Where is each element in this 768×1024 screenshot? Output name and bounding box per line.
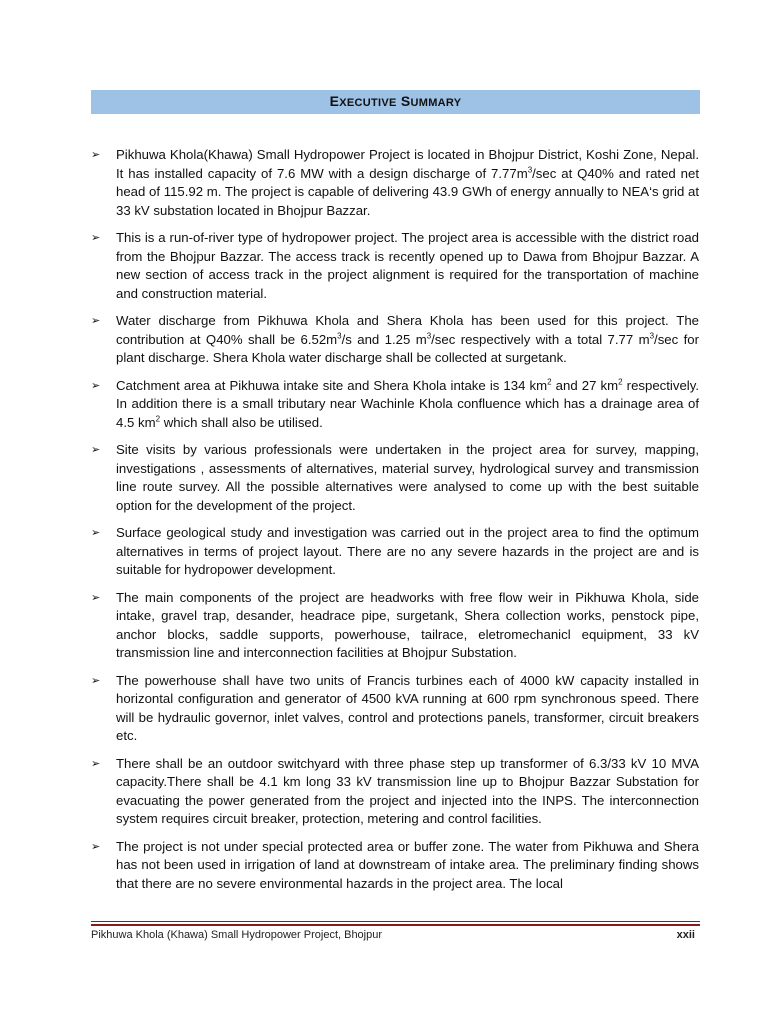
bullet-item-switchyard	[91, 755, 699, 829]
bullet-item-site-visits	[91, 441, 699, 515]
section-heading	[91, 93, 700, 109]
bullet-text: The project is not under special protected area or buffer zone. The water from Pikhuwa and Shera has not been used in irrigation of land at downstream of intake area. The preliminary finding shows that there are no severe environmental hazards in the project area. The local	[116, 838, 699, 891]
heading-initial-1: E	[329, 93, 340, 109]
arrow-bullet-icon: ➢	[91, 379, 101, 392]
bullet-text: The powerhouse shall have two units of Francis turbines each of 4000 kW capacity installed in horizontal configuration and generator of 4500 kVA running at 600 rpm synchronous speed. There will be hydraulic governor, inlet valves, control and protections panels, transformer, circuit breakers etc.	[116, 672, 699, 743]
arrow-bullet-icon: ➢	[91, 149, 101, 161]
bullet-item-components	[91, 589, 699, 663]
arrow-bullet-icon: ➢	[91, 527, 101, 539]
bullet-item-project-type	[91, 229, 699, 303]
bullet-text: Catchment area at Pikhuwa intake site and Shera Khola intake is 134 $km^2$ and 27 $km^2$ respectively. In addition there is a small tributary near Wachinle Khola confluence which has a drainage area of 4.5 $km^2$ which shall also be utilised.	[116, 377, 699, 430]
bullet-item-powerhouse	[91, 672, 699, 746]
heading-rest-1: XECUTIVE	[339, 97, 397, 109]
footer-title: Pikhuwa Khola (Khawa) Small Hydropower Project, Bhojpur	[91, 929, 383, 941]
summary-bullet-list	[91, 146, 699, 902]
footer-divider	[91, 921, 700, 922]
arrow-bullet-icon: ➢	[91, 232, 101, 244]
bullet-text: This is a run-of-river type of hydropower project. The project area is accessible with the district road from the Bhojpur Bazzar. The access track is recently opened up to Dawa from Bhojpur Bazzar. A new section of access track in the project alignment is required for the transportation of machine and construction material.	[116, 230, 699, 301]
bullet-text: Pikhuwa Khola(Khawa) Small Hydropower Project is located in Bhojpur District, Koshi Zone, Nepal. It has installed capacity of 7.6 MW with a design discharge of $7.77m^3/\sec$ at Q40% and rated net head of 115.92 m. The project is capable of delivering 43.9 GWh of energy annually to NEA‘s grid at 33 kV substation located in Bhojpur Bazzar.	[116, 147, 699, 218]
bullet-text: Water discharge from Pikhuwa Khola and Shera Khola has been used for this project. The contribution at Q40% shall be $6.52m^3/s$ and 1.25 $m^3/\sec$ respectively with a total 7.77 $m^3/\sec$ for plant discharge. Shera Khola water discharge shall be collected at surgetank.	[116, 313, 700, 365]
arrow-bullet-icon: ➢	[91, 674, 101, 687]
bullet-item-geology	[91, 524, 699, 580]
arrow-bullet-icon: ➢	[91, 444, 101, 456]
footer-divider	[91, 924, 700, 926]
bullet-text: There shall be an outdoor switchyard with three phase step up transformer of 6.3/33 kV 10 MVA capacity.There shall be 4.1 km long 33 kV transmission line up to Bhojpur Bazzar Substation for evacuating the power generated from the project and injected into the INPS. The interconnection system requires circuit breaker, protection, metering and control facilities.	[116, 755, 699, 826]
heading-rest-2: UMMARY	[410, 97, 462, 109]
bullet-text: Site visits by various professionals were undertaken in the project area for survey, mapping, investigations , assessments of alternatives, material survey, hydrological survey and transmission line route survey. All the possible alternatives were analysed to come up with the best suitable option for the development of the project.	[116, 442, 699, 513]
bullet-text: Surface geological study and investigation was carried out in the project area to find the optimum alternatives in terms of project layout. There are no any severe hazards in the project are and is suitable for hydropower development.	[116, 525, 699, 577]
bullet-text: The main components of the project are headworks with free flow weir in Pikhuwa Khola, side intake, gravel trap, desander, headrace pipe, surgetank, Shera collection works, penstock pipe, anchor blocks, saddle supports, powerhouse, tailrace, eletromechanicl equipment, 33 kV transmission line and interconnection facilities at Bhojpur Substation.	[116, 589, 699, 660]
arrow-bullet-icon: ➢	[91, 591, 101, 604]
heading-initial-2: S	[400, 93, 411, 109]
arrow-bullet-icon: ➢	[91, 840, 101, 853]
bullet-item-location	[91, 146, 699, 220]
bullet-item-environment	[91, 838, 699, 894]
section-heading-bar	[91, 90, 700, 114]
bullet-item-catchment-area	[91, 377, 699, 433]
page-number: xxii	[676, 929, 695, 941]
arrow-bullet-icon: ➢	[91, 315, 101, 327]
arrow-bullet-icon: ➢	[91, 757, 101, 770]
bullet-item-water-discharge	[91, 312, 699, 368]
